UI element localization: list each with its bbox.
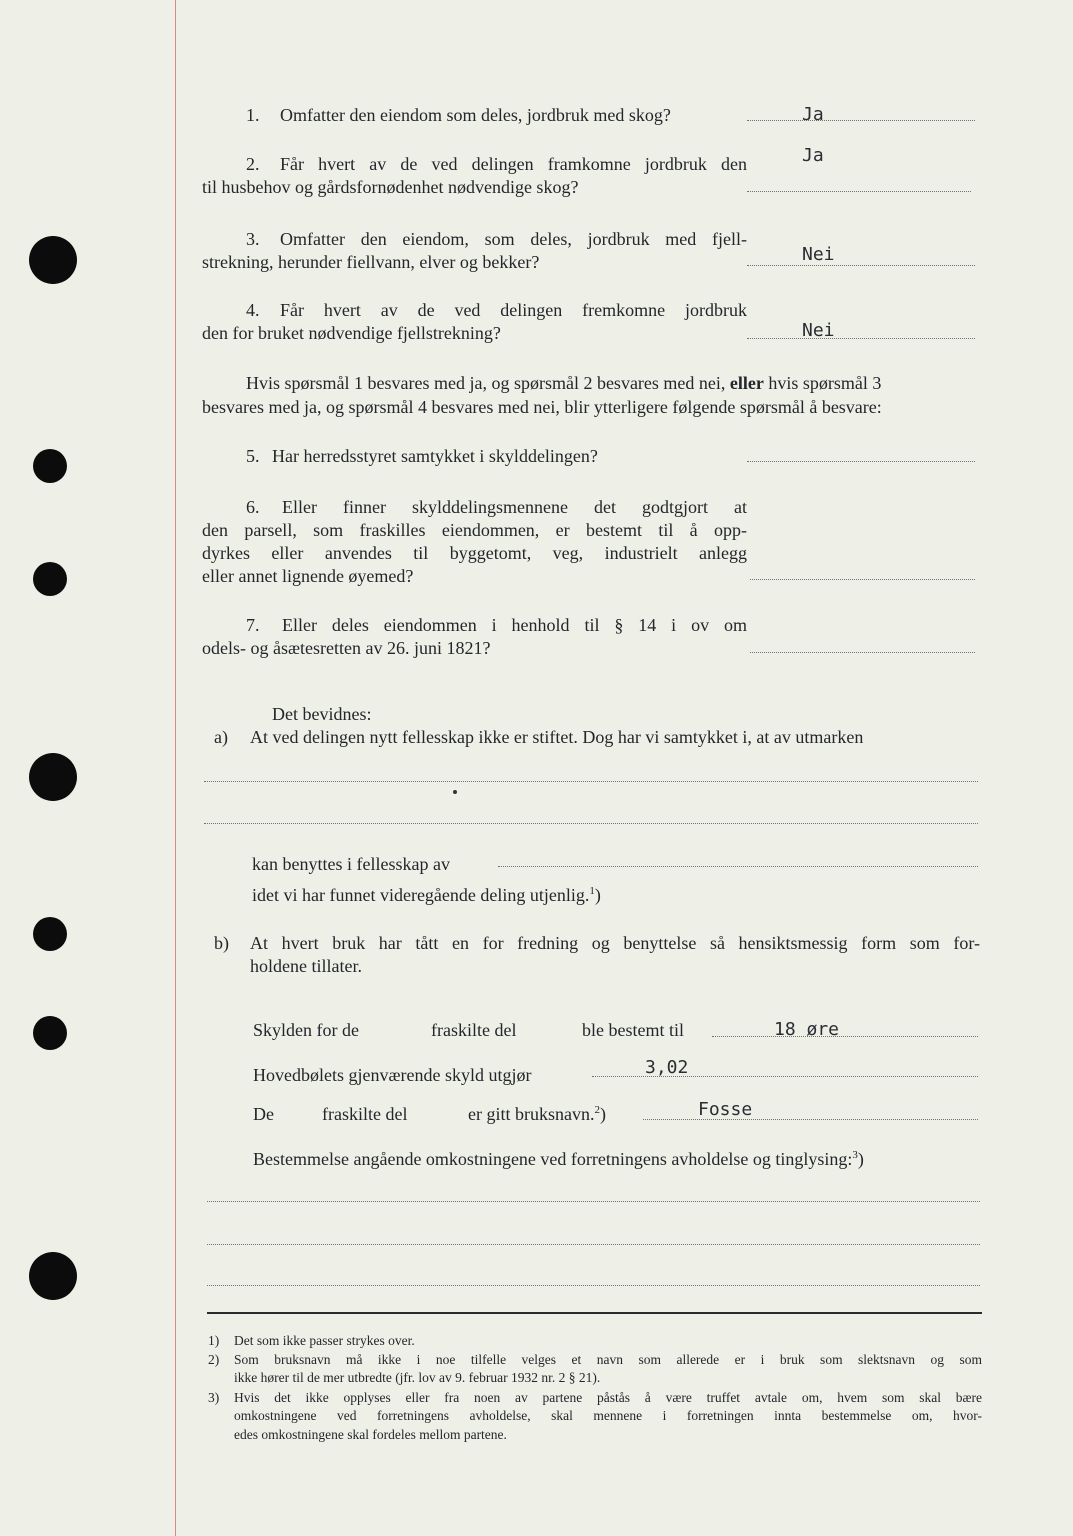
question-5-text: Har herredsstyret samtykket i skylddelingen?	[272, 446, 598, 466]
bruksnavn-label-3: er gitt bruksnavn.$^2$)	[468, 1104, 606, 1124]
utmark-fill-line-1	[204, 781, 978, 782]
skylden-label-1: Skylden for de	[253, 1020, 359, 1040]
idet-text: idet vi har funnet videregående deling utjenlig.	[252, 885, 590, 905]
bestemmelse-fill-line-3	[207, 1285, 980, 1286]
question-6-text-line2: den parsell, som fraskilles eiendommen, er bestemt til å opp-	[202, 520, 747, 540]
footnote-ref-1: 1	[589, 885, 595, 897]
bestemmelse-text: Bestemmelse angående omkostningene ved forretningens avholdelse og tinglysing:	[253, 1149, 853, 1169]
bruksnavn-label-1: De	[253, 1104, 274, 1124]
footnote-3-text-line3: edes omkostningene skal fordeles mellom partene.	[234, 1427, 507, 1442]
instruction-eller: eller	[729, 373, 764, 393]
answer-7-line	[750, 652, 975, 653]
question-2-number: 2.	[246, 154, 260, 174]
footnote-2-text-line1: Som bruksnavn må ikke i noe tilfelle velges et navn som allerede er i bruk som slektsnavn og som	[234, 1352, 982, 1367]
question-7-text-line1: Eller deles eiendommen i henhold til § 14 i ov om	[282, 615, 747, 635]
answer-3-value: Nei	[802, 244, 835, 265]
answer-4-value: Nei	[802, 320, 835, 341]
answer-1-line	[747, 120, 975, 121]
bevidnes-a-text: At ved delingen nytt fellesskap ikke er stiftet. Dog har vi samtykket i, at av utmarken	[250, 727, 864, 747]
instruction-line-1	[246, 371, 881, 395]
shared-use-fill-line	[498, 866, 978, 867]
footnote-ref-2: 2	[594, 1104, 600, 1116]
skylden-fill-line	[712, 1036, 978, 1037]
answer-4-line	[747, 338, 975, 339]
question-6-text-line3: dyrkes eller anvendes til byggetomt, veg, industrielt anlegg	[202, 543, 747, 563]
footnote-2-text-line2: ikke hører til de mer utbredte (jfr. lov av 9. februar 1932 nr. 2 § 21).	[234, 1370, 601, 1385]
skylden-label-3: ble bestemt til	[582, 1020, 684, 1040]
punch-hole	[33, 562, 67, 596]
question-7-text-line2: odels- og åsætesretten av 26. juni 1821?	[202, 638, 491, 658]
punch-hole	[29, 236, 77, 284]
question-3-text-line1: Omfatter den eiendom, som deles, jordbruk med fjell-	[280, 229, 747, 249]
answer-2-value: Ja	[802, 145, 824, 166]
punch-hole	[33, 1016, 67, 1050]
bestemmelse-fill-line-2	[207, 1244, 980, 1245]
question-4-number: 4.	[246, 300, 260, 320]
punch-hole	[29, 1252, 77, 1300]
punch-hole	[29, 753, 77, 801]
question-5-number: 5.	[246, 446, 260, 466]
answer-3-line	[747, 265, 975, 266]
instruction-line-1-c: hvis spørsmål 3	[768, 373, 882, 393]
footnote-1-text: Det som ikke passer strykes over.	[234, 1333, 415, 1348]
answer-6-line	[750, 579, 975, 580]
hovedbol-label: Hovedbølets gjenværende skyld utgjør	[253, 1065, 532, 1085]
ink-speck	[453, 790, 457, 794]
footnote-separator	[207, 1312, 982, 1314]
footnote-2-mark: 2)	[208, 1352, 220, 1367]
question-3-number: 3.	[246, 229, 260, 249]
answer-5-line	[747, 461, 975, 462]
bevidnes-heading: Det bevidnes:	[272, 704, 372, 724]
instruction-line-1-a: Hvis spørsmål 1 besvares med ja, og spørsmål 2 besvares med nei,	[246, 373, 726, 393]
utmark-fill-line-2	[204, 823, 978, 824]
instruction-line-2: besvares med ja, og spørsmål 4 besvares med nei, blir ytterligere følgende spørsmål å besvare:	[202, 397, 882, 417]
bestemmelse-label: Bestemmelse angående omkostningene ved forretningens avholdelse og tinglysing:$^3$)	[253, 1149, 864, 1169]
bevidnes-b-text-line1: At hvert bruk har tått en for fredning og benyttelse så hensiktsmessig form som for-	[250, 933, 980, 953]
bestemmelse-fill-line-1	[207, 1201, 980, 1202]
footnote-ref-3: 3	[852, 1149, 858, 1161]
question-4-text-line2: den for bruket nødvendige fjellstrekning?	[202, 323, 501, 343]
bevidnes-b-text-line2: holdene tillater.	[250, 956, 362, 976]
question-6-number: 6.	[246, 497, 260, 517]
footnote-3-mark: 3)	[208, 1390, 220, 1405]
footnote-3-text-line2: omkostningene ved forretningens avholdelse, skal mennene i forretningen innta bestemmelse om, hvor-	[234, 1408, 982, 1423]
question-1-text: Omfatter den eiendom som deles, jordbruk med skog?	[280, 105, 671, 125]
shared-use-label: kan benyttes i fellesskap av	[252, 854, 450, 874]
answer-2-line	[747, 191, 971, 192]
bruksnavn-label-3-text: er gitt bruksnavn.	[468, 1104, 595, 1124]
skylden-value: 18 øre	[774, 1019, 840, 1040]
hovedbol-value: 3,02	[645, 1057, 689, 1078]
question-4-text-line1: Får hvert av de ved delingen fremkomne jordbruk	[280, 300, 747, 320]
question-6-text-line1: Eller finner skylddelingsmennene det godtgjort at	[282, 497, 747, 517]
question-1-number: 1.	[246, 105, 260, 125]
question-3-text-line2: strekning, herunder fiellvann, elver og bekker?	[202, 252, 540, 272]
bruksnavn-fill-line	[643, 1119, 978, 1120]
punch-hole	[33, 449, 67, 483]
bruksnavn-label-2: fraskilte del	[322, 1104, 408, 1124]
bruksnavn-value: Fosse	[698, 1099, 753, 1120]
bevidnes-a-label: a)	[214, 727, 228, 747]
question-2-text-line1: Får hvert av de ved delingen framkomne jordbruk den	[280, 154, 747, 174]
footnote-1-mark: 1)	[208, 1333, 220, 1348]
idet-line: idet vi har funnet videregående deling utjenlig.$^1$)	[252, 885, 601, 905]
answer-1-value: Ja	[802, 104, 824, 125]
footnote-3-text-line1: Hvis det ikke opplyses eller fra noen av partene påstås å være truffet avtale om, hvem som skal bære	[234, 1390, 982, 1405]
bevidnes-b-label: b)	[214, 933, 229, 953]
question-7-number: 7.	[246, 615, 260, 635]
red-margin-line	[175, 0, 176, 1536]
question-6-text-line4: eller annet lignende øyemed?	[202, 566, 414, 586]
skylden-label-2: fraskilte del	[431, 1020, 517, 1040]
question-2-text-line2: til husbehov og gårdsfornødenhet nødvendige skog?	[202, 177, 579, 197]
punch-hole	[33, 917, 67, 951]
